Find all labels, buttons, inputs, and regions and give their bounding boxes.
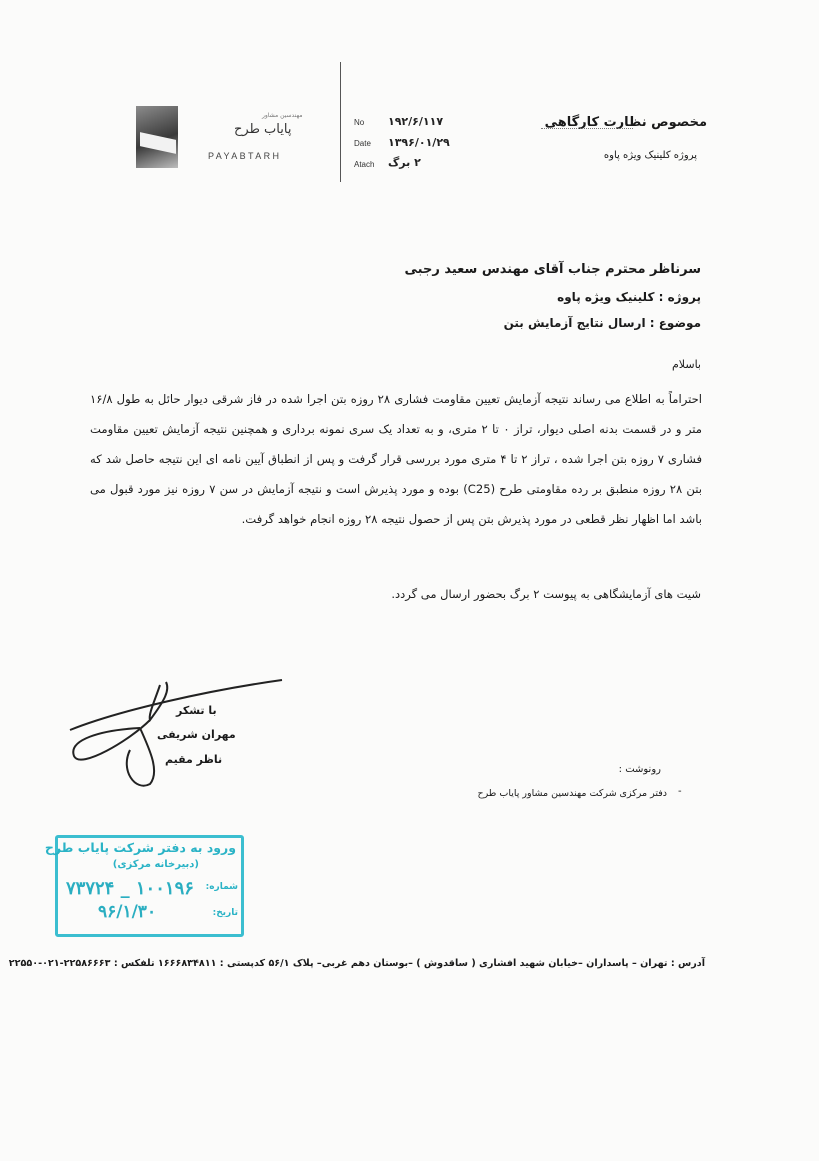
letter-number: ۱۹۲/۶/۱۱۷ [388, 115, 444, 128]
number-label: No [354, 118, 365, 127]
cc-bullet: - [678, 786, 682, 797]
handwritten-signature [60, 660, 290, 790]
subject-line: موضوع : ارسال نتایج آزمایش بتن [503, 316, 701, 330]
greeting: باسلام [671, 358, 701, 371]
classification-title: مخصوص نظارت کارگاهی [544, 115, 707, 130]
project-line: پروژه : کلینیک ویژه پاوه [557, 290, 701, 304]
cc-item: دفتر مرکزی شرکت مهندسین مشاور پایاب طرح [477, 788, 667, 799]
stamp-date: ۹۶/۱/۳۰ [98, 902, 157, 922]
header-divider [340, 62, 341, 182]
logo-name-en: PAYABTARH [208, 151, 282, 161]
stamp-date-label: تاریخ: [212, 908, 238, 918]
footer-address: آدرس : تهران – پاسداران –خیابان شهید افشاری ( ساقدوش ) –بوستان دهم غربی– پلاک ۵۶/۱ کدپستی : ۱۶۶۶۸۳۴۸۱۱ تلفکس : ۲۲۵۸۶۶۶۳-۰۲۱-۲۲۵۵۰ [8, 958, 705, 969]
signatory-name: مهران شریفی [157, 728, 236, 741]
header-project: پروژه کلینیک ویژه پاوه [603, 150, 697, 161]
stamp-title: ورود به دفتر شرکت پایاب طرح [44, 840, 236, 855]
letter-date: ۱۳۹۶/۰۱/۲۹ [388, 136, 450, 149]
logo-tagline: مهندسین مشاور [262, 112, 303, 119]
cc-label: رونوشت : [618, 764, 661, 775]
closing-line: شیت های آزمایشگاهی به پیوست ۲ برگ بحضور ارسال می گردد. [391, 587, 701, 601]
classification-underline [541, 128, 633, 129]
signatory-title: ناظر مقیم [165, 753, 223, 766]
receipt-stamp [44, 835, 244, 937]
signature-thanks: با تشکر [176, 704, 217, 717]
stamp-subtitle: (دبیرخانه مرکزی) [112, 859, 199, 870]
stamp-number: ۱۰۰۱۹۶ _ ۷۳۷۲۴ [66, 878, 194, 899]
stamp-number-label: شماره: [205, 882, 238, 892]
letter-body: احتراماً به اطلاع می رساند نتیجه آزمایش تعیین مقاومت فشاری ۲۸ روزه بتن اجرا شده در فاز شرقی دیوار حائل به طول ۱۶/۸ متر و در قسمت بدنه اصلی دیوار، تراز ۰ تا ۲ متری، و به تعداد یک سری نمونه برداری و همچنین نتیجه آزمایش تعیین مقاومت فشاری ۷ روزه بتن اجرا شده ، تراز ۲ تا ۴ متری مورد بررسی قرار گرفت و پس از انطباق آیین نامه ای این نتیجه حاصل شد که بتن ۲۸ روزه منطبق بر رده مقاومتی طرح (C25) بوده و مورد پذیرش است و نتیجه آزمایش در سن ۷ روزه نیز مورد قبول می باشد اما اظهار نظر قطعی در مورد پذیرش بتن پس از حصول نتیجه ۲۸ روزه انجام خواهد گرفت. [90, 392, 703, 526]
addressee: سرناظر محترم جناب آقای مهندس سعید رجبی [404, 262, 701, 277]
date-label: Date [354, 139, 371, 148]
attachment-count: ۲ برگ [388, 156, 421, 169]
logo-name-fa: پایاب طرح [234, 122, 292, 137]
attach-label: Atach [354, 160, 375, 169]
